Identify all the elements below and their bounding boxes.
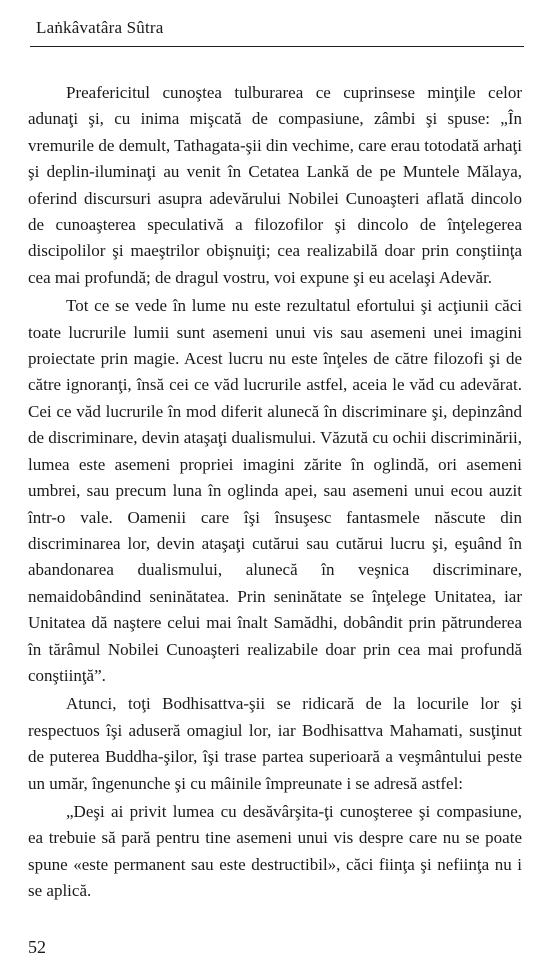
page-number: 52: [28, 937, 46, 957]
paragraph-1: Preafericitul cunoştea tulburarea ce cuprinsese minţile celor adunaţi şi, cu inima mişcată de compasiune, zâmbi şi spuse: „În vremurile de demult, Tathagata-şii din vechime, care erau totodată arhaţi şi deplin-iluminaţi au venit în Cetatea Lankă de pe Muntele Mălaya, oferind discursuri asupra adevărului Nobilei Cunoaşteri aflată dincolo de cunoaşterea speculativă a filozofilor şi dincolo de înţelegerea discipolilor şi maeştrilor obişnuiţi; cea realizabilă doar prin conştiinţa cea mai profundă; de dragul vostru, voi expune şi eu acelaşi Adevăr.: [28, 83, 522, 287]
paragraph-3: Atunci, toţi Bodhisattva-şii se ridicară de la locurile lor şi respectuos îşi aduseră omagiul lor, iar Bodhisattva Mahamati, susţinut de puterea Buddha-şilor, îşi trase partea superioară a veşmântului peste un umăr, îngenunche şi cu mâinile împreunate i se adresă astfel:: [28, 694, 522, 793]
running-header: Laṅkâvatâra Sûtra: [36, 18, 164, 37]
paragraph-2: Tot ce se vede în lume nu este rezultatul efortului şi acţiunii căci toate lucrurile lumii sunt asemeni unui vis sau asemeni unei imagini proiectate prin magie. Acest lucru nu este înţeles de către filozofi şi de către ignoranţi, însă cei ce văd lucrurile astfel, aceia le văd cu adevărat. Cei ce văd lucrurile în mod diferit alunecă în discriminare şi, depinzând de discriminare, devin ataşaţi dualismului. Văzută cu ochii discriminării, lumea este asemeni propriei imagini zărite în oglindă, ori asemeni umbrei, sau precum luna în oglinda apei, sau asemeni unui ecou auzit într-o vale. Oamenii care îşi însuşesc fantasmele născute din discriminarea lor, devin ataşaţi cutărui sau cutărui lucru şi, eşuând în abandonarea dualismului, alunecă în veşnica discriminare, nemaidobândind seninătatea. Prin seninătate se înţelege Unitatea, iar Unitatea dă naştere celui mai înalt Samădhi, dobândit prin pătrunderea în tărâmul Nobilei Cunoaşteri realizabile doar prin cea mai profundă conştiinţă”.: [28, 296, 522, 685]
header-rule: [30, 46, 524, 47]
paragraph-4: „Deşi ai privit lumea cu desăvârşita-ţi cunoşteree şi compasiune, ea trebuie să pară pentru tine asemeni unui vis despre care nu se poate spune «este permanent sau este destructibil», căci fiinţa şi nefiinţa nu i se aplică.: [28, 801, 522, 901]
body-text: [28, 80, 522, 905]
